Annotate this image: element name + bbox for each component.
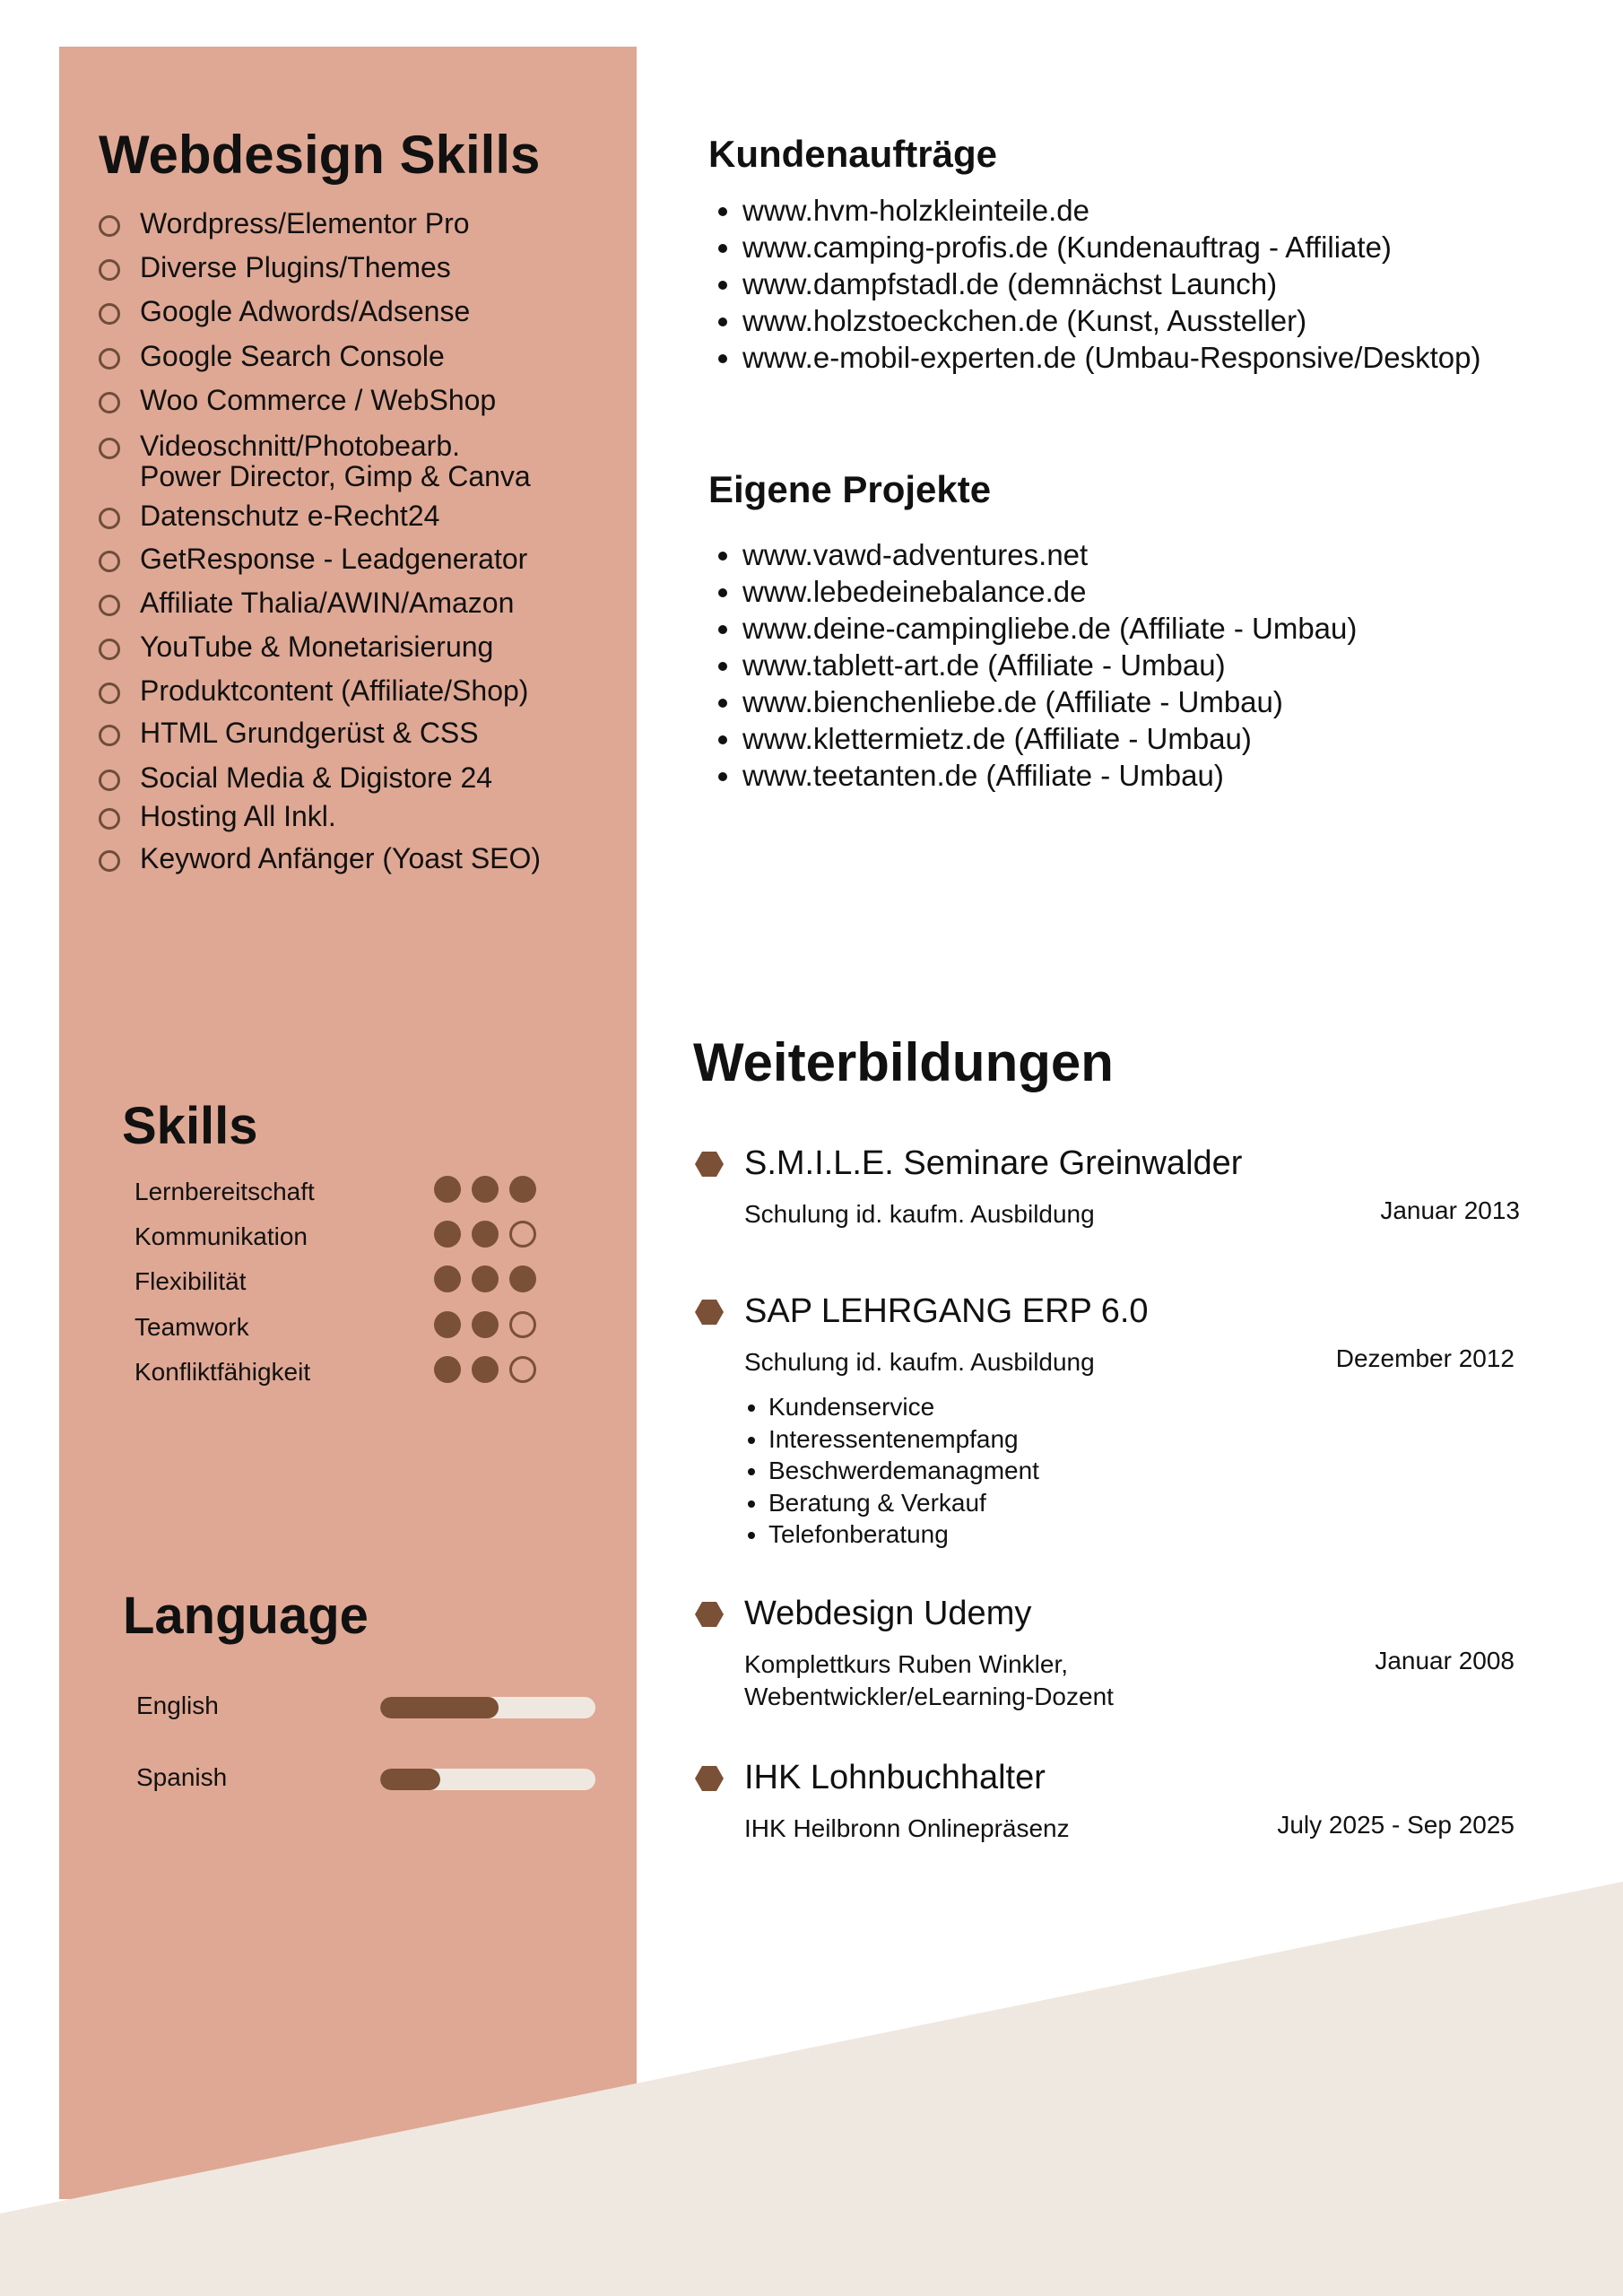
language-level-bar	[380, 1697, 595, 1718]
webdesign-skill-item	[99, 762, 492, 793]
language-level-fill	[380, 1769, 440, 1790]
circle-bullet-icon	[99, 508, 120, 529]
rating-dots	[434, 1176, 536, 1203]
kundenauftrag-item: • www.e-mobil-experten.de (Umbau-Responsive/Desktop)	[742, 339, 1481, 376]
rating-dot-filled-icon	[509, 1176, 536, 1203]
kundenauftrag-item: • www.hvm-holzkleinteile.de	[742, 192, 1481, 229]
eigenes-projekt-item: • www.tablett-art.de (Affiliate - Umbau)	[742, 647, 1357, 683]
weiterbildung-subtitle: Schulung id. kaufm. Ausbildung	[744, 1348, 1095, 1376]
weiterbildung-bullet-item: • Beschwerdemanagment	[768, 1455, 1039, 1487]
webdesign-skill-label: Hosting All Inkl.	[140, 800, 336, 832]
weiterbildung-entry	[695, 1292, 1520, 1548]
language-title: Language	[123, 1587, 369, 1645]
skill-rating-row	[135, 1308, 547, 1344]
rating-dot-filled-icon	[434, 1221, 461, 1248]
circle-bullet-icon	[99, 303, 120, 325]
kundenauftrag-item: • www.holzstoeckchen.de (Kunst, Aussteller)	[742, 302, 1481, 339]
webdesign-skill-label: Keyword Anfänger (Yoast SEO)	[140, 842, 542, 874]
rating-dots	[434, 1221, 536, 1248]
language-label: English	[136, 1692, 219, 1719]
eigenes-projekt-item: • www.klettermietz.de (Affiliate - Umbau)	[742, 720, 1357, 757]
webdesign-skill-label: GetResponse - Leadgenerator	[140, 543, 528, 575]
rating-dot-empty-icon	[509, 1356, 536, 1383]
kundenauftrag-item: • www.camping-profis.de (Kundenauftrag - Affiliate)	[742, 229, 1481, 265]
hexagon-bullet-icon	[695, 1152, 724, 1177]
skills-title: Skills	[122, 1097, 258, 1155]
language-level-fill	[380, 1697, 499, 1718]
webdesign-skill-label: Produktcontent (Affiliate/Shop)	[140, 674, 529, 707]
weiterbildung-date: Januar 2008	[1375, 1647, 1515, 1674]
eigene-projekte-title: Eigene Projekte	[708, 468, 992, 510]
kundenauftraege-list	[708, 192, 1481, 376]
weiterbildung-title: SAP LEHRGANG ERP 6.0	[744, 1292, 1149, 1330]
skill-rating-label: Flexibilität	[135, 1267, 247, 1295]
eigenes-projekt-item: • www.bienchenliebe.de (Affiliate - Umbau)	[742, 683, 1357, 720]
circle-bullet-icon	[99, 683, 120, 704]
webdesign-skill-label: Wordpress/Elementor Pro	[140, 207, 470, 239]
weiterbildung-bullet-item: • Kundenservice	[768, 1391, 1039, 1423]
webdesign-skills-title: Webdesign Skills	[99, 125, 541, 185]
weiterbildung-bullet-item: • Telefonberatung	[768, 1518, 1039, 1551]
eigene-projekte-list	[708, 536, 1357, 794]
webdesign-skill-label: HTML Grundgerüst & CSS	[140, 717, 479, 749]
circle-bullet-icon	[99, 259, 120, 281]
hexagon-bullet-icon	[695, 1602, 724, 1627]
circle-bullet-icon	[99, 551, 120, 572]
hexagon-bullet-icon	[695, 1766, 724, 1791]
kundenauftraege-title: Kundenaufträge	[708, 133, 998, 175]
weiterbildung-title: Webdesign Udemy	[744, 1595, 1032, 1632]
webdesign-skill-item	[99, 843, 541, 874]
rating-dots	[434, 1311, 536, 1338]
circle-bullet-icon	[99, 348, 120, 370]
weiterbildung-title: S.M.I.L.E. Seminare Greinwalder	[744, 1144, 1243, 1182]
skill-rating-label: Kommunikation	[135, 1222, 308, 1250]
weiterbildungen-title: Weiterbildungen	[693, 1032, 1114, 1092]
eigenes-projekt-item: • www.deine-campingliebe.de (Affiliate - Umbau)	[742, 610, 1357, 647]
eigenes-projekt-item: • www.teetanten.de (Affiliate - Umbau)	[742, 757, 1357, 794]
webdesign-skill-label: Affiliate Thalia/AWIN/Amazon	[140, 587, 515, 619]
webdesign-skill-label: Diverse Plugins/Themes	[140, 251, 451, 283]
weiterbildung-subtitle: IHK Heilbronn Onlinepräsenz	[744, 1814, 1070, 1842]
webdesign-skill-item	[99, 801, 336, 831]
webdesign-skill-label: Google Search Console	[140, 340, 445, 372]
rating-dots	[434, 1265, 536, 1292]
webdesign-skill-item	[99, 385, 496, 415]
weiterbildung-entry	[695, 1759, 1520, 1956]
rating-dot-filled-icon	[434, 1356, 461, 1383]
rating-dot-filled-icon	[434, 1176, 461, 1203]
eigenes-projekt-item: • www.vawd-adventures.net	[742, 536, 1357, 573]
rating-dot-filled-icon	[472, 1221, 499, 1248]
webdesign-skill-item	[99, 500, 439, 531]
weiterbildung-date: July 2025 - Sep 2025	[1277, 1811, 1515, 1839]
skill-rating-row	[135, 1262, 547, 1298]
rating-dot-empty-icon	[509, 1221, 536, 1248]
circle-bullet-icon	[99, 770, 120, 791]
rating-dot-filled-icon	[472, 1265, 499, 1292]
webdesign-skill-item	[99, 208, 470, 239]
circle-bullet-icon	[99, 850, 120, 872]
hexagon-bullet-icon	[695, 1300, 724, 1325]
webdesign-skill-item	[99, 587, 514, 618]
webdesign-skill-item	[99, 341, 445, 371]
circle-bullet-icon	[99, 215, 120, 237]
language-level-bar	[380, 1769, 595, 1790]
rating-dot-filled-icon	[472, 1356, 499, 1383]
circle-bullet-icon	[99, 639, 120, 660]
kundenauftrag-item: • www.dampfstadl.de (demnächst Launch)	[742, 265, 1481, 302]
webdesign-skill-item	[99, 430, 531, 491]
language-row	[136, 1688, 603, 1724]
language-label: Spanish	[136, 1763, 228, 1791]
webdesign-skill-item	[99, 544, 527, 574]
rating-dot-filled-icon	[434, 1311, 461, 1338]
weiterbildung-subtitle: Schulung id. kaufm. Ausbildung	[744, 1200, 1095, 1228]
webdesign-skill-label: Social Media & Digistore 24	[140, 761, 493, 794]
weiterbildung-date: Dezember 2012	[1335, 1344, 1515, 1372]
circle-bullet-icon	[99, 595, 120, 616]
circle-bullet-icon	[99, 392, 120, 413]
weiterbildung-subtitle: Komplettkurs Ruben Winkler, Webentwickler/eLearning-Dozent	[744, 1650, 1114, 1710]
eigenes-projekt-item: • www.lebedeinebalance.de	[742, 573, 1357, 610]
circle-bullet-icon	[99, 725, 120, 746]
webdesign-skill-label: Videoschnitt/Photobearb. Power Director, Gimp & Canva	[140, 430, 531, 492]
weiterbildung-title: IHK Lohnbuchhalter	[744, 1759, 1046, 1796]
webdesign-skill-item	[99, 296, 470, 326]
skill-rating-row	[135, 1172, 547, 1208]
circle-bullet-icon	[99, 438, 120, 459]
webdesign-skill-item	[99, 252, 451, 283]
webdesign-skill-item	[99, 675, 528, 706]
skill-rating-label: Konfliktfähigkeit	[135, 1358, 311, 1386]
circle-bullet-icon	[99, 808, 120, 830]
weiterbildung-bullet-item: • Interessentenempfang	[768, 1423, 1039, 1456]
webdesign-skill-item	[99, 718, 479, 748]
rating-dot-empty-icon	[509, 1311, 536, 1338]
weiterbildung-bullet-list	[744, 1391, 1039, 1551]
webdesign-skill-label: YouTube & Monetarisierung	[140, 631, 494, 663]
skill-rating-row	[135, 1217, 547, 1253]
webdesign-skill-item	[99, 631, 493, 662]
rating-dots	[434, 1356, 536, 1383]
weiterbildung-bullet-item: • Beratung & Verkauf	[768, 1487, 1039, 1519]
skill-rating-label: Teamwork	[135, 1313, 249, 1341]
webdesign-skill-label: Datenschutz e-Recht24	[140, 500, 440, 532]
rating-dot-filled-icon	[434, 1265, 461, 1292]
webdesign-skill-label: Google Adwords/Adsense	[140, 295, 471, 327]
skill-rating-label: Lernbereitschaft	[135, 1178, 315, 1205]
rating-dot-filled-icon	[472, 1176, 499, 1203]
webdesign-skill-label: Woo Commerce / WebShop	[140, 384, 497, 416]
rating-dot-filled-icon	[472, 1311, 499, 1338]
weiterbildung-date: Januar 2013	[1380, 1196, 1520, 1224]
rating-dot-filled-icon	[509, 1265, 536, 1292]
skill-rating-row	[135, 1352, 547, 1388]
language-row	[136, 1760, 603, 1796]
